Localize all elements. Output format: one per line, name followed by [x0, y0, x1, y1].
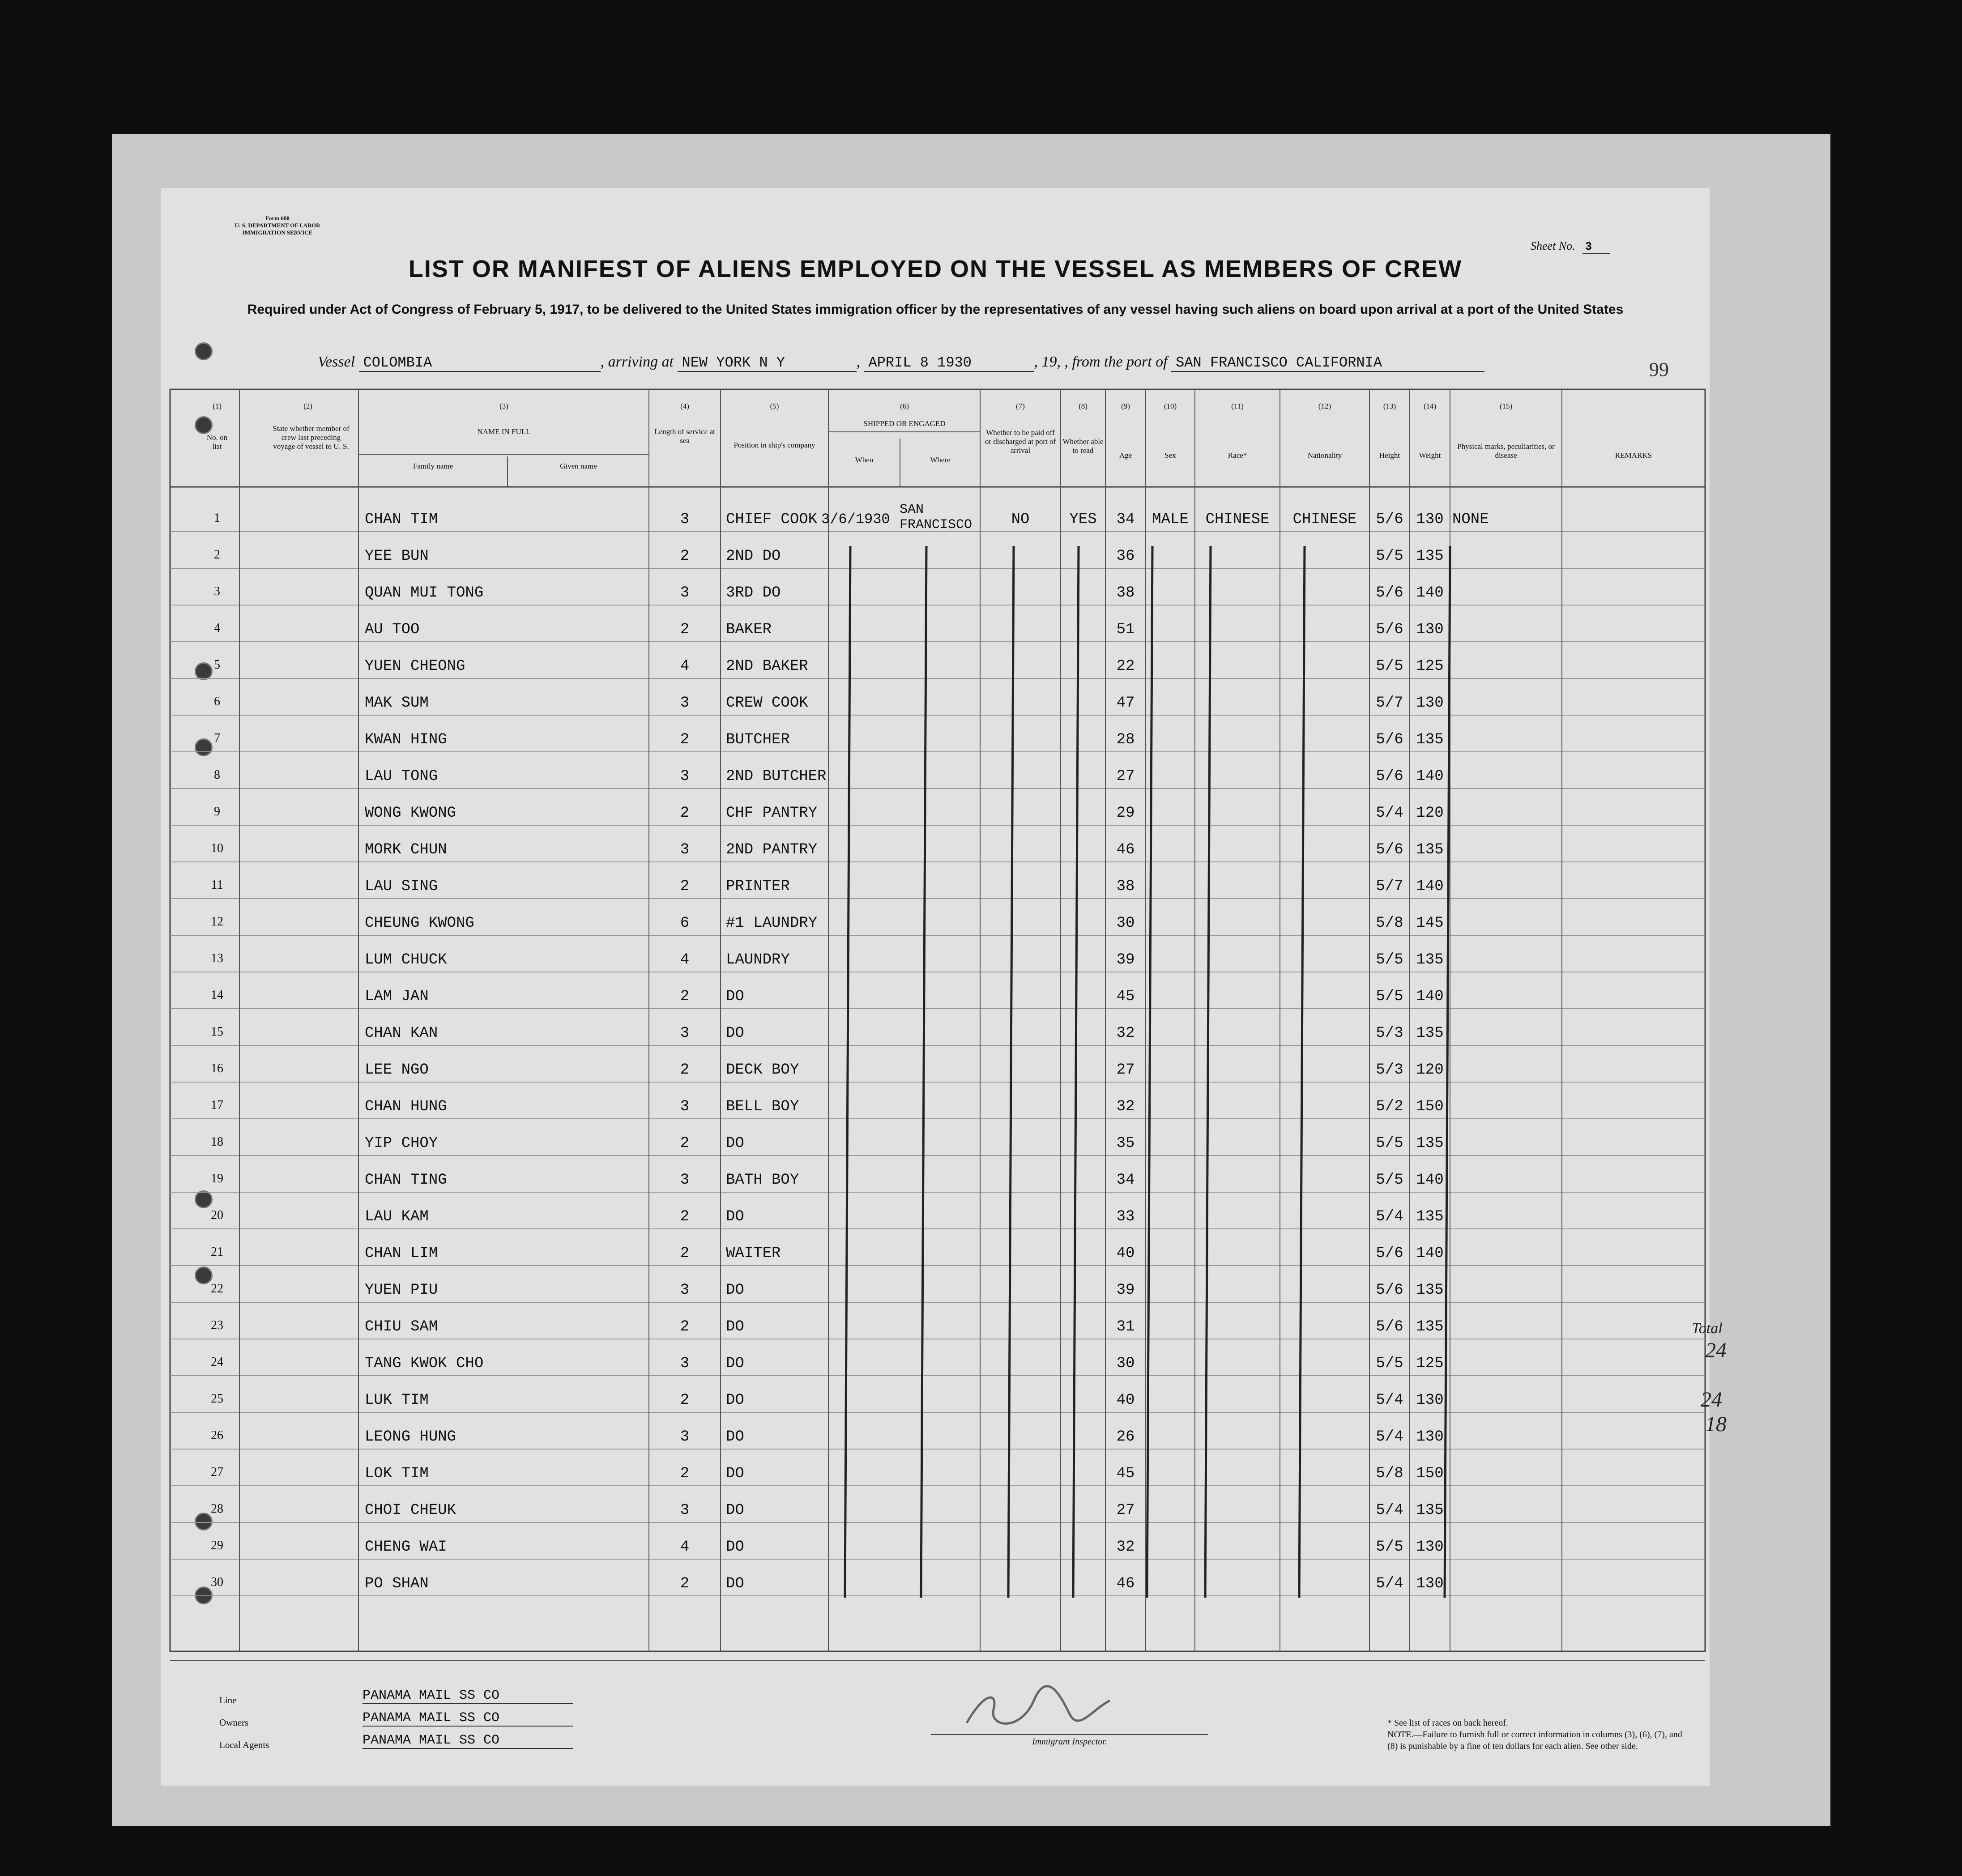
sheet-label: Sheet No. — [1531, 239, 1575, 252]
age: 27 — [1116, 1062, 1135, 1079]
age: 29 — [1116, 805, 1135, 822]
position: BELL BOY — [726, 1098, 799, 1115]
row-number: 10 — [211, 841, 223, 855]
age: 31 — [1116, 1318, 1135, 1335]
weight: 140 — [1416, 584, 1444, 601]
weight: 135 — [1416, 1502, 1444, 1519]
height: 5/5 — [1376, 1539, 1403, 1556]
service-length: 2 — [680, 878, 690, 895]
position: 2ND BUTCHER — [726, 768, 827, 785]
height: 5/4 — [1376, 1575, 1403, 1592]
service-length: 4 — [680, 1539, 690, 1556]
position: 2ND DO — [726, 548, 781, 565]
service-length: 2 — [680, 548, 690, 565]
position: DO — [726, 1025, 744, 1042]
height: 5/6 — [1376, 1318, 1403, 1335]
position: BAKER — [726, 621, 772, 638]
col-header-given-name: Given name — [560, 462, 597, 470]
family-name: AU TOO — [365, 621, 420, 638]
height: 5/6 — [1376, 511, 1403, 528]
age: 22 — [1116, 658, 1135, 675]
height: 5/6 — [1376, 768, 1403, 785]
weight: 135 — [1416, 841, 1444, 858]
family-name: QUAN MUI TONG — [365, 584, 484, 601]
service-length: 2 — [680, 1465, 690, 1482]
weight: 135 — [1416, 1135, 1444, 1152]
age: 40 — [1116, 1245, 1135, 1262]
age: 39 — [1116, 1282, 1135, 1299]
family-name: KWAN HING — [365, 731, 447, 748]
age: 26 — [1116, 1428, 1135, 1445]
row-number: 6 — [214, 695, 220, 708]
position: DO — [726, 1318, 744, 1335]
row-number: 1 — [214, 511, 220, 525]
sex: MALE — [1152, 511, 1189, 528]
margin-number: 99 — [1649, 358, 1669, 380]
footnote — [1387, 1717, 1692, 1752]
family-name: PO SHAN — [365, 1575, 429, 1592]
age: 33 — [1116, 1208, 1135, 1225]
vessel-line: Vessel COLOMBIA , arriving at NEW YORK N Y , APRIL 8 1930 , 19, , from the port of SAN FRANCISCO CALIFORNIA — [318, 354, 1484, 372]
manifest-page — [161, 188, 1710, 1786]
service-length: 3 — [680, 1282, 690, 1299]
service-length: 3 — [680, 1355, 690, 1372]
family-name: YUEN CHEONG — [365, 658, 465, 675]
weight: 140 — [1416, 768, 1444, 785]
age: 34 — [1116, 511, 1135, 528]
position: DO — [726, 1355, 744, 1372]
weight: 150 — [1416, 1098, 1444, 1115]
weight: 135 — [1416, 731, 1444, 748]
row-number: 22 — [211, 1282, 223, 1296]
family-name: LAU KAM — [365, 1208, 429, 1225]
form-line: IMMIGRATION SERVICE — [242, 229, 313, 236]
form-line: Form 680 — [265, 215, 290, 222]
position: DECK BOY — [726, 1062, 799, 1079]
service-length: 3 — [680, 695, 690, 712]
family-name: CHEUNG KWONG — [365, 915, 474, 932]
weight: 130 — [1416, 1392, 1444, 1409]
arrival-date: APRIL 8 1930 — [864, 354, 1034, 372]
arriving-label: , arriving at — [600, 354, 674, 370]
agents-value: PANAMA MAIL SS CO — [363, 1733, 573, 1749]
col-header-position: Position in ship's company — [734, 441, 815, 449]
agents-label: Local Agents — [219, 1740, 269, 1750]
row-number: 2 — [214, 548, 220, 562]
position: DO — [726, 1465, 744, 1482]
service-length: 2 — [680, 1135, 690, 1152]
age: 36 — [1116, 548, 1135, 565]
row-number: 24 — [211, 1355, 223, 1369]
family-name: LOK TIM — [365, 1465, 429, 1482]
inspector-signature — [958, 1683, 1119, 1736]
position: DO — [726, 1539, 744, 1556]
col-num: (2) — [303, 402, 312, 410]
row-number: 15 — [211, 1025, 223, 1039]
height: 5/5 — [1376, 988, 1403, 1005]
from-label: , from the port of — [1064, 354, 1168, 370]
weight: 125 — [1416, 1355, 1444, 1372]
ditto-stroke — [1073, 546, 1079, 1598]
col-num: (6) — [900, 402, 909, 410]
inspector-label: Immigrant Inspector. — [931, 1734, 1208, 1747]
height: 5/6 — [1376, 841, 1403, 858]
weight: 145 — [1416, 915, 1444, 932]
col-num: (11) — [1231, 402, 1244, 410]
height: 5/5 — [1376, 658, 1403, 675]
line-label: Line — [219, 1695, 237, 1705]
col-header-shipped: SHIPPED OR ENGAGED — [863, 419, 946, 428]
col-header-race: Race* — [1228, 451, 1247, 460]
vessel-name: COLOMBIA — [359, 354, 601, 372]
family-name: LAM JAN — [365, 988, 429, 1005]
family-name: YIP CHOY — [365, 1135, 438, 1152]
age: 30 — [1116, 1355, 1135, 1372]
weight: 140 — [1416, 1245, 1444, 1262]
side-note-value: 24 — [1705, 1339, 1727, 1362]
col-num: (1) — [213, 402, 222, 410]
family-name: LAU TONG — [365, 768, 438, 785]
height: 5/3 — [1376, 1025, 1403, 1042]
col-header-paid-off: Whether to be paid off or discharged at port of arrival — [985, 428, 1056, 455]
height: 5/4 — [1376, 1392, 1403, 1409]
col-header-name: NAME IN FULL — [477, 427, 531, 436]
weight: 135 — [1416, 1208, 1444, 1225]
weight: 135 — [1416, 1318, 1444, 1335]
col-num: (9) — [1121, 402, 1130, 410]
col-header-family-name: Family name — [413, 462, 453, 470]
service-length: 4 — [680, 658, 690, 675]
row-number: 17 — [211, 1098, 223, 1112]
col-header-height: Height — [1379, 451, 1400, 460]
arrival-port: NEW YORK N Y — [678, 354, 857, 372]
family-name: LEONG HUNG — [365, 1428, 456, 1445]
ditto-stroke — [1008, 546, 1014, 1598]
able-to-read: YES — [1069, 511, 1097, 528]
document-title: LIST OR MANIFEST OF ALIENS EMPLOYED ON THE VESSEL AS MEMBERS OF CREW — [408, 256, 1463, 282]
row-number: 18 — [211, 1135, 223, 1149]
position: DO — [726, 1282, 744, 1299]
weight: 130 — [1416, 1539, 1444, 1556]
service-length: 3 — [680, 1172, 690, 1189]
col-num: (7) — [1016, 402, 1025, 410]
physical-marks: NONE — [1452, 511, 1489, 528]
family-name: LEE NGO — [365, 1062, 429, 1079]
family-name: CHAN KAN — [365, 1025, 438, 1042]
height: 5/8 — [1376, 915, 1403, 932]
position: DO — [726, 1502, 744, 1519]
col-num: (15) — [1499, 402, 1513, 410]
col-num: (4) — [680, 402, 689, 410]
family-name: CHOI CHEUK — [365, 1502, 456, 1519]
weight: 130 — [1416, 511, 1444, 528]
height: 5/6 — [1376, 1282, 1403, 1299]
shipped-when: 3/6/1930 — [821, 511, 890, 528]
service-length: 2 — [680, 1392, 690, 1409]
weight: 135 — [1416, 1025, 1444, 1042]
weight: 150 — [1416, 1465, 1444, 1482]
col-header-no: No. on list — [206, 433, 228, 451]
row-number: 25 — [211, 1392, 223, 1406]
service-length: 2 — [680, 1245, 690, 1262]
service-length: 2 — [680, 731, 690, 748]
service-length: 3 — [680, 1025, 690, 1042]
position: 3RD DO — [726, 584, 781, 601]
age: 38 — [1116, 584, 1135, 601]
family-name: TANG KWOK CHO — [365, 1355, 484, 1372]
weight: 135 — [1416, 951, 1444, 968]
row-number: 7 — [214, 731, 220, 745]
age: 38 — [1116, 878, 1135, 895]
races-note: * See list of races on back hereof. — [1387, 1718, 1508, 1728]
row-number: 20 — [211, 1208, 223, 1222]
penalty-note: NOTE.—Failure to furnish full or correct information in columns (3), (6), (7), and (8) is punishable by a fine of ten dollars for each alien. See other side. — [1387, 1730, 1682, 1751]
row-number: 26 — [211, 1428, 223, 1442]
row-number: 13 — [211, 951, 223, 965]
side-note-value: 18 — [1705, 1412, 1727, 1436]
col-num: (12) — [1318, 402, 1331, 410]
age: 39 — [1116, 951, 1135, 968]
family-name: WONG KWONG — [365, 805, 456, 822]
service-length: 3 — [680, 584, 690, 601]
weight: 125 — [1416, 658, 1444, 675]
age: 27 — [1116, 768, 1135, 785]
weight: 130 — [1416, 1428, 1444, 1445]
position: DO — [726, 1392, 744, 1409]
family-name: CHAN LIM — [365, 1245, 438, 1262]
row-number: 27 — [211, 1465, 223, 1479]
col-header-read: Whether able to read — [1062, 437, 1104, 455]
service-length: 2 — [680, 621, 690, 638]
age: 45 — [1116, 1465, 1135, 1482]
row-number: 19 — [211, 1172, 223, 1185]
race: CHINESE — [1205, 511, 1270, 528]
service-length: 2 — [680, 1062, 690, 1079]
height: 5/7 — [1376, 878, 1403, 895]
height: 5/3 — [1376, 1062, 1403, 1079]
row-number: 4 — [214, 621, 220, 635]
position: DO — [726, 988, 744, 1005]
col-num: (14) — [1423, 402, 1437, 410]
ditto-stroke — [1147, 546, 1152, 1598]
col-header-age: Age — [1119, 451, 1132, 460]
weight: 135 — [1416, 548, 1444, 565]
position: DO — [726, 1135, 744, 1152]
position: LAUNDRY — [726, 951, 790, 968]
col-header-weight: Weight — [1419, 451, 1441, 460]
col-header-remarks: REMARKS — [1615, 451, 1652, 460]
vessel-label: Vessel — [318, 354, 355, 370]
weight: 140 — [1416, 878, 1444, 895]
family-name: LUK TIM — [365, 1392, 429, 1409]
position: #1 LAUNDRY — [726, 915, 818, 932]
service-length: 3 — [680, 1098, 690, 1115]
family-name: MAK SUM — [365, 695, 429, 712]
age: 30 — [1116, 915, 1135, 932]
col-header-crew-state: State whether member of crew last preceding voyage of vessel to U. S. — [273, 424, 350, 451]
service-length: 6 — [680, 915, 690, 932]
ditto-stroke — [845, 546, 850, 1598]
side-note-total: Total — [1692, 1320, 1723, 1337]
age: 40 — [1116, 1392, 1135, 1409]
age: 28 — [1116, 731, 1135, 748]
age: 35 — [1116, 1135, 1135, 1152]
family-name: CHAN HUNG — [365, 1098, 447, 1115]
height: 5/2 — [1376, 1098, 1403, 1115]
weight: 120 — [1416, 1062, 1444, 1079]
height: 5/6 — [1376, 621, 1403, 638]
position: WAITER — [726, 1245, 781, 1262]
height: 5/6 — [1376, 584, 1403, 601]
height: 5/5 — [1376, 1172, 1403, 1189]
row-number: 8 — [214, 768, 220, 782]
row-number: 30 — [211, 1575, 223, 1589]
height: 5/7 — [1376, 695, 1403, 712]
line-value: PANAMA MAIL SS CO — [363, 1688, 573, 1704]
height: 5/4 — [1376, 805, 1403, 822]
shipped-where: SAN FRANCISCO — [900, 502, 972, 533]
age: 34 — [1116, 1172, 1135, 1189]
service-length: 2 — [680, 1318, 690, 1335]
family-name: CHENG WAI — [365, 1539, 447, 1556]
position: DO — [726, 1208, 744, 1225]
height: 5/4 — [1376, 1502, 1403, 1519]
height: 5/4 — [1376, 1428, 1403, 1445]
height: 5/6 — [1376, 731, 1403, 748]
height: 5/4 — [1376, 1208, 1403, 1225]
col-num: (13) — [1383, 402, 1396, 410]
family-name: CHAN TIM — [365, 511, 438, 528]
position: PRINTER — [726, 878, 790, 895]
row-number: 12 — [211, 915, 223, 929]
height: 5/5 — [1376, 548, 1403, 565]
age: 45 — [1116, 988, 1135, 1005]
family-name: CHAN TING — [365, 1172, 447, 1189]
ditto-stroke — [921, 546, 926, 1598]
family-name: LAU SING — [365, 878, 438, 895]
service-length: 3 — [680, 768, 690, 785]
weight: 130 — [1416, 695, 1444, 712]
age: 32 — [1116, 1098, 1135, 1115]
age: 46 — [1116, 1575, 1135, 1592]
service-length: 2 — [680, 1575, 690, 1592]
position: BATH BOY — [726, 1172, 799, 1189]
position: DO — [726, 1575, 744, 1592]
service-length: 2 — [680, 988, 690, 1005]
position: 2ND PANTRY — [726, 841, 818, 858]
row-number: 11 — [211, 878, 223, 892]
weight: 140 — [1416, 988, 1444, 1005]
paid-off: NO — [1011, 511, 1030, 528]
col-header-marks: Physical marks, peculiarities, or disease — [1457, 442, 1555, 460]
form-line: U. S. DEPARTMENT OF LABOR — [235, 222, 320, 229]
ditto-stroke — [1205, 546, 1211, 1598]
col-num: (8) — [1079, 402, 1088, 410]
row-number: 29 — [211, 1539, 223, 1552]
height: 5/6 — [1376, 1245, 1403, 1262]
weight: 140 — [1416, 1172, 1444, 1189]
service-length: 3 — [680, 1428, 690, 1445]
col-header-where: Where — [930, 456, 951, 464]
year-label: , 19 — [1034, 354, 1057, 370]
ditto-stroke — [1299, 546, 1305, 1598]
age: 32 — [1116, 1025, 1135, 1042]
age: 51 — [1116, 621, 1135, 638]
position: 2ND BAKER — [726, 658, 808, 675]
family-name: YEE BUN — [365, 548, 429, 565]
row-number: 5 — [214, 658, 220, 672]
document-subtitle: Required under Act of Congress of February 5, 1917, to be delivered to the United States immigration officer by the representatives of any vessel having such aliens on board upon arrival at a port of the United States — [247, 302, 1624, 317]
owners-label: Owners — [219, 1717, 249, 1728]
side-note-value: 24 — [1701, 1388, 1722, 1411]
height: 5/5 — [1376, 951, 1403, 968]
age: 27 — [1116, 1502, 1135, 1519]
position: CREW COOK — [726, 695, 808, 712]
departure-port: SAN FRANCISCO CALIFORNIA — [1171, 354, 1484, 372]
col-header-when: When — [855, 456, 874, 464]
family-name: YUEN PIU — [365, 1282, 438, 1299]
col-num: (3) — [499, 402, 508, 410]
col-header-nationality: Nationality — [1307, 451, 1342, 460]
service-length: 3 — [680, 841, 690, 858]
weight: 130 — [1416, 1575, 1444, 1592]
service-length: 2 — [680, 805, 690, 822]
position: DO — [726, 1428, 744, 1445]
row-number: 23 — [211, 1318, 223, 1332]
family-name: LUM CHUCK — [365, 951, 447, 968]
position: CHIEF COOK — [726, 511, 818, 528]
row-number: 21 — [211, 1245, 223, 1259]
row-number: 14 — [211, 988, 223, 1002]
weight: 120 — [1416, 805, 1444, 822]
col-header-sex: Sex — [1164, 451, 1176, 460]
age: 46 — [1116, 841, 1135, 858]
nationality: CHINESE — [1292, 511, 1357, 528]
col-header-service: Length of service at sea — [654, 427, 715, 445]
age: 32 — [1116, 1539, 1135, 1556]
height: 5/8 — [1376, 1465, 1403, 1482]
position: CHF PANTRY — [726, 805, 818, 822]
height: 5/5 — [1376, 1355, 1403, 1372]
sheet-value: 3 — [1582, 240, 1610, 254]
owners-value: PANAMA MAIL SS CO — [363, 1710, 573, 1727]
weight: 135 — [1416, 1282, 1444, 1299]
row-number: 28 — [211, 1502, 223, 1516]
age: 47 — [1116, 695, 1135, 712]
position: BUTCHER — [726, 731, 790, 748]
family-name: MORK CHUN — [365, 841, 447, 858]
service-length: 2 — [680, 1208, 690, 1225]
row-number: 9 — [214, 805, 220, 819]
weight: 130 — [1416, 621, 1444, 638]
row-number: 16 — [211, 1062, 223, 1075]
family-name: CHIU SAM — [365, 1318, 438, 1335]
col-num: (5) — [770, 402, 779, 410]
service-length: 3 — [680, 1502, 690, 1519]
col-num: (10) — [1164, 402, 1177, 410]
service-length: 4 — [680, 951, 690, 968]
row-number: 3 — [214, 584, 220, 598]
height: 5/5 — [1376, 1135, 1403, 1152]
service-length: 3 — [680, 511, 690, 528]
